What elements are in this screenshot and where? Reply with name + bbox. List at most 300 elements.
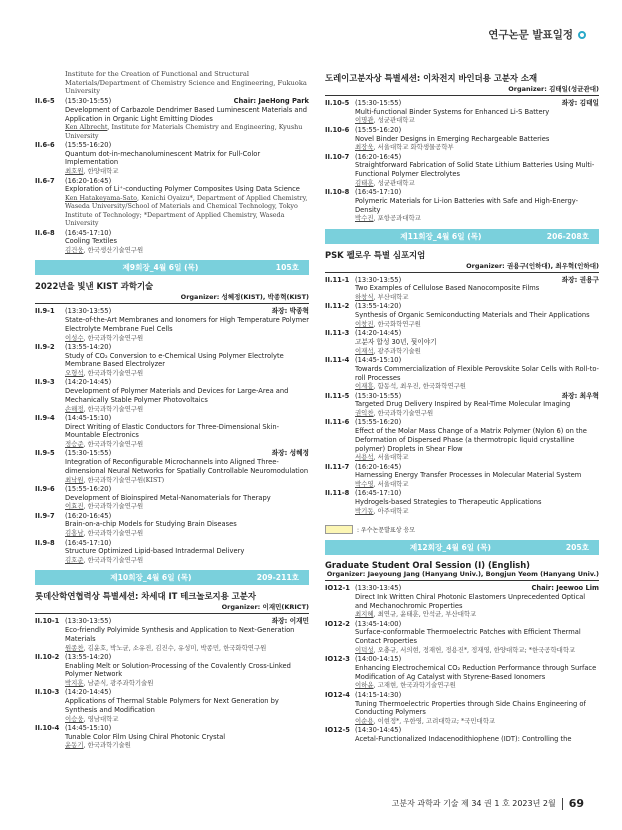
- entry-code: II.11-6: [325, 418, 350, 427]
- entry-title: Brain-on-a-chip Models for Studying Brain Diseases: [65, 520, 237, 529]
- circle-bullet-icon: [578, 31, 586, 39]
- schedule-entry: [35, 97, 309, 140]
- entry-body: [355, 392, 599, 418]
- co-authors-affiliation: , 한양대학교: [83, 167, 119, 176]
- entry-code: II.10-2: [35, 652, 60, 661]
- presenting-author: 최호원: [65, 167, 84, 176]
- entry-code: II.10-4: [35, 723, 60, 732]
- entry-time: (13:30-13:55): [65, 617, 112, 626]
- entry-body: [355, 356, 599, 391]
- presenting-author: 김건웅: [65, 245, 84, 254]
- entry-body: [355, 726, 599, 743]
- entry-time: (16:20-16:45): [355, 152, 402, 161]
- entry-title: Applications of Thermal Stable Polymers for Next Generation by Synthesis and Modification: [65, 697, 279, 714]
- entry-code: II.9-7: [35, 511, 55, 520]
- entry-authors: [355, 507, 599, 515]
- header-title: 연구논문 발표일정: [488, 29, 573, 41]
- entry-time-row: [355, 329, 599, 338]
- presenting-author: 하창식: [355, 293, 374, 302]
- co-authors-affiliation: , 한국생산기술연구원: [83, 245, 144, 254]
- entry-time-row: [65, 688, 309, 697]
- entry-title: 고분자 합성 30년, 뒷이야기: [355, 337, 437, 346]
- entry-time-row: [65, 485, 309, 494]
- entry-time: (16:45-17:10): [355, 188, 402, 197]
- entry-time: (14:45-15:10): [65, 413, 112, 422]
- entry-body: [355, 418, 599, 461]
- entry-authors: [355, 320, 599, 328]
- schedule-entry: [35, 177, 309, 228]
- schedule-entry: [325, 620, 599, 655]
- entry-authors: [355, 681, 599, 689]
- entry-time-row: [65, 512, 309, 521]
- legend: [325, 525, 599, 534]
- entry-time: (14:15-14:30): [355, 690, 402, 699]
- presenting-author: Ken Hatakeyama-Sato: [65, 193, 138, 202]
- left-column: [35, 70, 309, 751]
- entry-time-row: [65, 539, 309, 548]
- entry-time: (15:30-15:55): [355, 99, 402, 107]
- entry-body: [65, 307, 309, 342]
- room-bar-11: [325, 229, 599, 244]
- right-column: [325, 70, 599, 745]
- entry-time: (15:30-15:55): [355, 391, 402, 400]
- entry-time: (14:20-14:45): [65, 378, 112, 387]
- presenting-author: 권익찬: [355, 409, 374, 418]
- presenting-author: 최낙원: [65, 475, 84, 484]
- schedule-entry: [325, 356, 599, 391]
- session-title: Graduate Student Oral Session (I) (English): [325, 560, 530, 571]
- entry-title: Two Examples of Cellulose Based Nanocomposite Films: [355, 284, 540, 293]
- presenting-author: 최지혜: [355, 610, 374, 619]
- entries-room-11: [325, 276, 599, 516]
- footer-divider: [562, 798, 563, 810]
- schedule-entry: [35, 539, 309, 565]
- entry-time-row: [355, 655, 599, 664]
- presenting-author: 오형석: [65, 369, 84, 378]
- entry-code: II.9-8: [35, 538, 55, 547]
- entry-title: Enabling Melt or Solution-Processing of the Covalently Cross-Linked Polymer Network: [65, 661, 291, 679]
- co-authors-affiliation: , 광주과학기술원: [373, 346, 421, 355]
- entry-title: Quantum dot-in-mechanoluminescent Matrix for Full-Color Implementation: [65, 149, 261, 167]
- entry-time-row: [65, 141, 309, 150]
- presenting-author: 박수진: [355, 214, 374, 223]
- entry-code: II.6-6: [35, 141, 55, 150]
- entry-title: Novel Binder Designs in Emerging Rechargeable Batteries: [355, 134, 550, 143]
- co-authors-affiliation: , 오충규, 서의현, 정재헌, 정용진*, 정재영, 한양대학교; *한국공학대학교: [373, 645, 576, 654]
- entry-time-row: [65, 378, 309, 387]
- entry-chair: 좌장: 최우혁: [561, 391, 599, 400]
- schedule-entry: [325, 463, 599, 489]
- entry-authors: [65, 440, 309, 448]
- entry-time-row: [65, 97, 309, 106]
- page-number: 69: [568, 797, 584, 810]
- entry-authors: [355, 409, 599, 417]
- session-organizer: Organizer: 이재민(KRICT): [35, 602, 309, 614]
- co-authors-affiliation: , 한국과학기술연구원: [83, 440, 144, 449]
- entry-code: II.10-7: [325, 152, 350, 161]
- schedule-entry: [325, 726, 599, 743]
- entry-code: II.9-1: [35, 307, 55, 316]
- entry-body: [355, 620, 599, 655]
- co-authors-affiliation: , 한국과학기술연구원(KIST): [83, 475, 165, 484]
- entry-title: Tuning Thermoelectric Properties through Side Chains Engineering of Conducting Polymers: [355, 699, 586, 717]
- co-authors-affiliation: , 아주대학교: [373, 506, 409, 515]
- entry-code: II.10-1: [35, 617, 60, 626]
- session-title: 롯데산학연협력상 특별세션: 차세대 IT 테크놀로지용 고분자: [35, 591, 256, 602]
- entry-authors: [65, 502, 309, 510]
- session-title: 도레이고분자상 특별세션: 이차전지 바인더용 고분자 소재: [325, 73, 538, 83]
- entry-title: Polymeric Materials for Li-ion Batteries with Safe and High-Energy-Density: [355, 196, 578, 214]
- entry-code: II.10-5: [325, 99, 350, 107]
- entry-code: II.6-5: [35, 97, 55, 106]
- entry-title: Multi-functional Binder Systems for Enhanced Li-S Battery: [355, 107, 550, 116]
- entry-title: State-of-the-Art Membranes and Ionomers for High Temperature Polymer Electrolyte Membrane Fuel Cells: [65, 316, 309, 333]
- presenting-author: 이하윤: [355, 681, 374, 690]
- entry-body: [355, 584, 599, 619]
- entry-code: II.11-7: [325, 462, 350, 471]
- entry-time-row: [355, 463, 599, 472]
- entry-authors: [355, 646, 599, 654]
- entry-time: (16:45-17:10): [65, 228, 112, 237]
- co-authors-affiliation: , 김윤호, 박노균, 소유진, 김진수, 유성미, 박종민, 한국화학연구원: [83, 643, 267, 652]
- page-header: [488, 27, 586, 42]
- co-authors-affiliation: , 한국과학기술연구원: [373, 409, 434, 418]
- entry-title: Cooling Textiles: [65, 237, 118, 246]
- schedule-entry: [35, 653, 309, 688]
- co-authors-affiliation: , 한국과학기술연구원: [83, 333, 144, 342]
- entry-code: II.9-6: [35, 484, 55, 493]
- entry-code: II.11-2: [325, 302, 350, 311]
- schedule-entry: [35, 512, 309, 538]
- entry-authors: [65, 529, 309, 537]
- entry-code: II.11-3: [325, 329, 350, 338]
- entry-body: [355, 302, 599, 328]
- entry-authors: [65, 715, 309, 723]
- co-authors-affiliation: , 성균관대학교: [373, 178, 415, 187]
- entry-title: Direct Ink Written Chiral Photonic Elastomers Unprecedented Optical and Mechanochromic Properties: [355, 592, 586, 610]
- entry-time-row: [65, 414, 309, 423]
- entry-chair: 좌장: 성혜정: [271, 449, 309, 458]
- entries-room-10: [35, 617, 309, 749]
- presenting-author: 최장욱: [355, 143, 374, 152]
- schedule-entry: [325, 276, 599, 302]
- entry-title: Development of Bioinspired Metal-Nanomaterials for Therapy: [65, 493, 271, 502]
- entry-time: (14:30-14:45): [355, 726, 402, 735]
- entry-title: Eco-friendly Polyimide Synthesis and Application to Next-Generation Materials: [65, 626, 295, 643]
- entry-time: (16:20-16:45): [65, 511, 112, 520]
- entry-code: II.9-5: [35, 449, 55, 458]
- schedule-entry: [35, 343, 309, 378]
- entry-time-row: [355, 392, 599, 401]
- presenting-author: 윤동기: [65, 741, 84, 750]
- entry-body: [355, 655, 599, 690]
- entries-room-9: [35, 307, 309, 564]
- entry-code: II.11-4: [325, 356, 350, 365]
- entry-code: IO12-4: [325, 690, 350, 699]
- entry-time-row: [355, 489, 599, 498]
- entry-authors: [65, 167, 309, 175]
- presenting-author: 이순용: [355, 716, 374, 725]
- affiliation-continuation: Institute for the Creation of Functional and Structural Materials/Department of Chemistry Science and Engineering, Fukuoka University: [65, 70, 307, 96]
- schedule-entry: [325, 655, 599, 690]
- session-organizer: Organizer: 김태일(성균관대): [325, 84, 599, 96]
- co-authors-affiliation: , 최연규, 윤태훈, 안석균, 부산대학교: [373, 610, 477, 619]
- entry-authors: [65, 405, 309, 413]
- room-bar-12: [325, 540, 599, 555]
- entry-body: [355, 188, 599, 223]
- entry-chair: 좌장: 이재민: [271, 617, 309, 626]
- entry-body: [65, 343, 309, 378]
- entry-time-row: [65, 653, 309, 662]
- schedule-entry: [325, 99, 599, 125]
- presenting-author: 김호준: [65, 556, 84, 564]
- entry-title: Structure Optimized Lipid-based Intradermal Delivery: [65, 547, 245, 556]
- entry-body: [65, 229, 309, 255]
- co-authors-affiliation: , 포항공과대학교: [373, 214, 421, 223]
- entry-title: Straightforward Fabrication of Solid State Lithium Batteries Using Multi-Functional Polymer Electrolytes: [355, 161, 595, 179]
- presenting-author: 박수영: [355, 480, 374, 489]
- schedule-entry: [325, 188, 599, 223]
- entry-title: Synthesis of Organic Semiconducting Materials and Their Applications: [355, 311, 590, 320]
- schedule-entry: [325, 329, 599, 355]
- schedule-entry: [325, 489, 599, 515]
- co-authors-affiliation: , Institute for Materials Chemistry and Engineering, Kyushu University: [65, 123, 303, 140]
- co-authors-affiliation: , 함동석, 최우진, 한국화학연구원: [373, 382, 466, 391]
- entry-authors: [65, 476, 309, 484]
- entry-code: II.10-8: [325, 188, 350, 197]
- entry-code: IO12-3: [325, 655, 350, 664]
- room-number: 209-211호: [256, 573, 299, 583]
- session-organizer: Organizer: Jaeyoung Jang (Hanyang Univ.), Bongjun Yeom (Hanyang Univ.): [325, 570, 599, 581]
- entry-authors: [65, 741, 309, 749]
- schedule-entry: [35, 229, 309, 255]
- presenting-author: 이승웅: [65, 714, 84, 723]
- entry-title: Study of CO₂ Conversion to e-Chemical Using Polymer Electrolyte Membrane Based Electrolyzer: [65, 351, 284, 369]
- schedule-entry: [35, 449, 309, 484]
- entry-time-row: [65, 449, 309, 458]
- entry-code: II.9-3: [35, 378, 55, 387]
- entry-code: II.11-5: [325, 391, 350, 400]
- entry-code: II.11-1: [325, 275, 350, 284]
- presenting-author: 이명관: [355, 116, 374, 125]
- entry-time: (15:30-15:55): [65, 97, 112, 106]
- presenting-author: 이재석: [355, 346, 374, 355]
- co-authors-affiliation: , 고재현, 한국과학기술연구원: [373, 681, 456, 690]
- entry-time-row: [65, 177, 309, 186]
- co-authors-affiliation: , 서울대학교 화학생물공학부: [373, 143, 454, 152]
- entry-title: Tunable Color Film Using Chiral Photonic Crystal: [65, 732, 226, 741]
- schedule-entry: [325, 691, 599, 726]
- entry-authors: [65, 334, 309, 342]
- entry-time: (13:55-14:20): [65, 652, 112, 661]
- entry-authors: [65, 123, 309, 140]
- entry-authors: [355, 179, 599, 187]
- room-label: 제9회장_4월 6일 (목): [122, 263, 199, 273]
- entry-body: [65, 512, 309, 538]
- entry-time-row: [355, 126, 599, 135]
- entry-body: [355, 463, 599, 489]
- entry-code: II.9-2: [35, 342, 55, 351]
- entry-chair: Chair: JaeHong Park: [233, 97, 309, 106]
- entry-authors: [65, 644, 309, 652]
- entry-time-row: [355, 153, 599, 162]
- schedule-entry: [35, 414, 309, 449]
- entry-body: [65, 141, 309, 176]
- presenting-author: 김홍남: [65, 529, 84, 538]
- entries-room-10-cont: [325, 99, 599, 223]
- schedule-entry: [325, 418, 599, 461]
- co-authors-affiliation: , 이현정*, 우한영, 고려대학교; *국민대학교: [373, 716, 496, 725]
- co-authors-affiliation: , 한국과학기술연구원: [83, 369, 144, 378]
- entry-time-row: [355, 99, 599, 108]
- entry-authors: [355, 480, 599, 488]
- entry-time: (16:20-16:45): [65, 176, 112, 185]
- entry-time: (16:20-16:45): [355, 462, 402, 471]
- session-title: PSK 펠로우 특별 심포지엄: [325, 249, 426, 260]
- entry-authors: [355, 293, 599, 301]
- entries-room-12: [325, 584, 599, 743]
- entry-chair: 좌장: 김태일: [561, 99, 599, 107]
- schedule-entry: [35, 307, 309, 342]
- entry-title: Towards Commercialization of Flexible Perovskite Solar Cells with Roll-to-roll Processes: [355, 364, 599, 382]
- entry-time: (13:55-14:20): [355, 302, 402, 311]
- presenting-author: 박지훈: [65, 679, 84, 688]
- entry-body: [65, 177, 309, 228]
- presenting-author: 이창진: [355, 319, 374, 328]
- entry-time-row: [65, 617, 309, 626]
- entry-time-row: [355, 302, 599, 311]
- entry-time: (13:45-14:00): [355, 619, 402, 628]
- entry-body: [355, 126, 599, 152]
- schedule-entry: [325, 302, 599, 328]
- co-authors-affiliation: , 한국과학기술연구원: [83, 404, 144, 413]
- entry-title: Development of Polymer Materials and Devices for Large-Area and Mechanically Stable Polymer Photovoltaics: [65, 387, 289, 404]
- entry-chair: Chair: Jeewoo Lim: [531, 584, 599, 593]
- presenting-author: 정승준: [65, 440, 84, 449]
- presenting-author: 박기동: [355, 506, 374, 515]
- entry-authors: [355, 116, 599, 124]
- entry-time: (13:30-13:55): [355, 275, 402, 284]
- entry-code: II.10-6: [325, 125, 350, 134]
- entry-body: [65, 724, 309, 750]
- entry-chair: 좌장: 박종혁: [271, 307, 309, 316]
- schedule-entry: [35, 617, 309, 652]
- entry-code: IO12-2: [325, 619, 350, 628]
- entry-title: Effect of the Molar Mass Change of a Matrix Polymer (Nylon 6) on the Deformation of Dispersed Phase (a thermotropic liquid crystalline polymer) Droplets in Shear Flow: [355, 427, 587, 453]
- entry-body: [355, 276, 599, 302]
- entry-body: [65, 97, 309, 140]
- entry-time: (15:30-15:55): [65, 449, 112, 458]
- co-authors-affiliation: , 한국과학기술연구원: [83, 529, 144, 538]
- co-authors-affiliation: , 남준식, 광주과학기술원: [83, 679, 154, 688]
- entry-time: (15:55-16:20): [65, 141, 112, 150]
- presenting-author: 이성수: [65, 333, 84, 342]
- entry-body: [65, 414, 309, 449]
- entry-time: (13:30-13:45): [355, 584, 402, 593]
- entry-time: (13:30-13:55): [65, 307, 112, 316]
- entry-time: (14:20-14:45): [65, 688, 112, 697]
- room-number: 206-208호: [546, 231, 589, 241]
- session-organizer: Organizer: 권용구(인하대), 최우혁(인하대): [325, 261, 599, 273]
- room-bar-10: [35, 570, 309, 585]
- schedule-entry: [325, 584, 599, 619]
- entry-body: [65, 617, 309, 652]
- presenting-author: 원종찬: [65, 643, 84, 652]
- entry-authors: [355, 143, 599, 151]
- room-label: 제12회장_4월 6일 (목): [409, 543, 491, 553]
- entries-top: [35, 97, 309, 254]
- entry-authors: [355, 214, 599, 222]
- entry-authors: [65, 246, 309, 254]
- entry-body: [65, 688, 309, 723]
- entry-time: (15:55-16:20): [355, 125, 402, 134]
- schedule-entry: [325, 153, 599, 188]
- entry-time-row: [355, 691, 599, 700]
- entry-authors: [355, 610, 599, 618]
- entry-body: [65, 653, 309, 688]
- legend-text: : 우수논문발표상 응모: [357, 527, 416, 535]
- entry-title: Surface-conformable Thermoelectric Patches with Efficient Thermal Contact Properties: [355, 628, 581, 646]
- entry-time: (16:45-17:10): [355, 489, 402, 498]
- entry-authors: [355, 453, 599, 461]
- entry-body: [65, 378, 309, 413]
- entry-body: [355, 99, 599, 125]
- entry-body: [65, 449, 309, 484]
- co-authors-affiliation: , Kenichi Oyaizu*, Department of Applied Chemistry, Waseda University/School of Materials and Chemical Technology, Tokyo Institute of Technology; *Department of Applied Chemistry, Waseda University: [65, 193, 308, 228]
- entry-body: [355, 489, 599, 515]
- schedule-entry: [35, 378, 309, 413]
- session-title: 2022년을 빛낸 KIST 과학기술: [35, 281, 154, 292]
- entry-chair: 좌장: 권용구: [561, 275, 599, 284]
- presenting-author: Ken Albrecht: [65, 123, 108, 132]
- entry-title: Targeted Drug Delivery Inspired by Real-Time Molecular Imaging: [355, 400, 571, 409]
- entry-title: Development of Carbazole Dendrimer Based Luminescent Materials and Application in Organic Light Emitting Diodes: [65, 105, 307, 123]
- schedule-entry: [325, 126, 599, 152]
- entry-code: II.6-7: [35, 176, 55, 185]
- presenting-author: 서용석: [355, 453, 374, 462]
- presenting-author: 이재흥: [355, 382, 374, 391]
- co-authors-affiliation: , 한국과학기술연구원: [83, 556, 144, 564]
- page-footer: [392, 797, 584, 810]
- entry-time-row: [355, 276, 599, 285]
- schedule-entry: [325, 392, 599, 418]
- entry-authors: [65, 556, 309, 564]
- entry-time: (14:45-15:10): [65, 723, 112, 732]
- entry-body: [65, 485, 309, 511]
- session-organizer: Organizer: 성혜정(KIST), 박종혁(KIST): [35, 292, 309, 304]
- schedule-entry: [35, 688, 309, 723]
- room-label: 제11회장_4월 6일 (목): [400, 231, 482, 241]
- entry-time: (14:20-14:45): [355, 329, 402, 338]
- entry-title: Enhancing Electrochemical CO₂ Reduction Performance through Surface Modification of Ag Catalyst with Styrene-Based Ionomers: [355, 664, 597, 681]
- entry-time-row: [355, 620, 599, 629]
- entry-code: II.10-3: [35, 688, 60, 697]
- entry-time: (16:45-17:10): [65, 538, 112, 547]
- entry-time-row: [355, 726, 599, 735]
- entry-authors: [355, 717, 599, 725]
- presenting-author: 손해정: [65, 404, 84, 413]
- entry-time: (14:45-15:10): [355, 356, 402, 365]
- entry-title: Hydrogels-based Strategies to Therapeutic Applications: [355, 498, 542, 507]
- journal-info: 고분자 과학과 기술 제 34 권 1 호 2023년 2월: [391, 799, 556, 808]
- entry-time: (14:00-14:15): [355, 655, 402, 664]
- co-authors-affiliation: , 서울대학교: [373, 453, 409, 462]
- entry-time-row: [355, 584, 599, 593]
- co-authors-affiliation: , 영남대학교: [83, 714, 119, 723]
- entry-time: (15:55-16:20): [355, 418, 402, 427]
- entry-time-row: [355, 188, 599, 197]
- entry-time: (13:55-14:20): [65, 342, 112, 351]
